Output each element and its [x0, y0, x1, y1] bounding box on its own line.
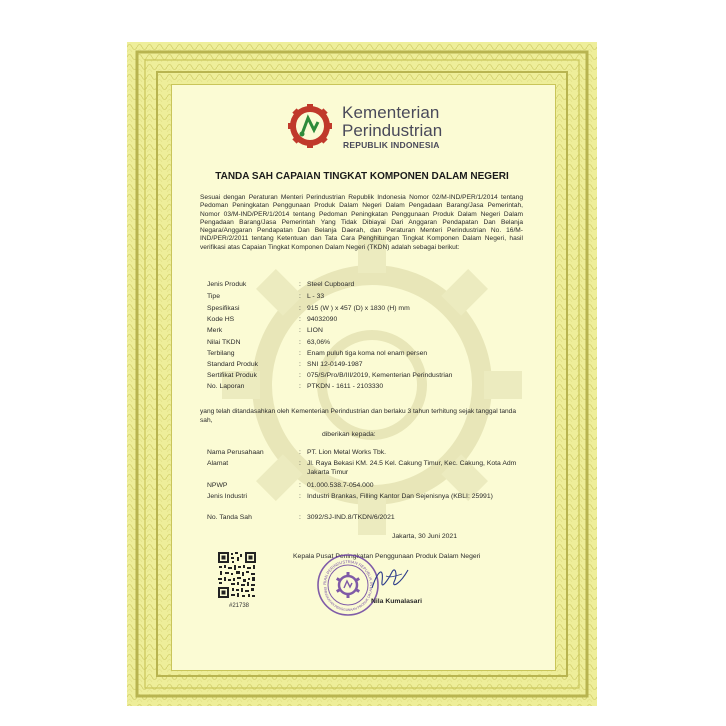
- signatory-name: Nila Kumalasari: [371, 598, 422, 605]
- product-label: Spesifikasi: [207, 305, 240, 312]
- product-label: Jenis Produk: [207, 281, 247, 288]
- company-value: 3092/SJ-IND.8/TKDN/6/2021: [307, 514, 395, 521]
- colon: :: [299, 460, 301, 467]
- colon: :: [299, 305, 301, 312]
- company-value: Jl. Raya Bekasi KM. 24.5 Kel. Cakung Timur, Kec. Cakung, Kota Adm Jakarta Timur: [307, 460, 517, 476]
- product-label: Nilai TKDN: [207, 339, 241, 346]
- colon: :: [299, 293, 301, 300]
- qr-number: #21738: [229, 603, 250, 609]
- colon: :: [299, 339, 301, 346]
- product-label: No. Laporan: [207, 383, 245, 390]
- stamp-center-text: ENINGKATAN PENGGUNAAN PRODUK DALAM: [322, 586, 374, 613]
- place-date: Jakarta, 30 Juni 2021: [392, 533, 457, 540]
- qr-code-icon[interactable]: [217, 551, 257, 599]
- product-value: SNI 12-0149-1987: [307, 361, 363, 368]
- logo-text-line3: REPUBLIK INDONESIA: [343, 140, 440, 150]
- colon: :: [299, 361, 301, 368]
- product-value: Steel Cupboard: [307, 281, 355, 288]
- product-label: Merk: [207, 327, 223, 334]
- product-label: Standard Produk: [207, 361, 259, 368]
- colon: :: [299, 482, 301, 489]
- colon: :: [299, 383, 301, 390]
- company-label: NPWP: [207, 482, 228, 489]
- product-value: L - 33: [307, 293, 325, 300]
- kemenperin-logo-icon: [288, 104, 340, 148]
- colon: :: [299, 327, 301, 334]
- company-value: 01.000.538.7-054.000: [307, 482, 374, 489]
- product-value: 915 (W ) x 457 (D) x 1830 (H) mm: [307, 305, 410, 312]
- product-value: PTKDN - 1611 - 2103330: [307, 383, 384, 390]
- logo-text-line2: Perindustrian: [342, 121, 443, 140]
- logo-text-line1: Kementerian: [342, 103, 440, 122]
- product-value: Enam puluh tiga koma nol enam persen: [307, 350, 428, 357]
- product-value: LION: [307, 327, 323, 334]
- product-value: 94032090: [307, 316, 338, 323]
- intro-paragraph: Sesuai dengan Peraturan Menteri Perindustrian Republik Indonesia Nomor 02/M-IND/PER/1/2014 tentang Pedoman Peningkatan Penggunaan Produk Dalam Negeri Dalam Pengadaan Barang/Jasa Pemerintah, Nomor 03/M-IND/PER/1/2014 tentang Pedoman Peningkatan Penggunaan Produk Dalam Negeri Dalam Pengadaan Barang/Jasa Pemerintah Yang Tidak Dibiayai Dari Anggaran Pendapatan Dan Belanja Negara/Anggaran Pendapatan Dan Belanja Daerah, dan Peraturan Menteri Perindustrian No. 16/M-IND/PER/2/2011 tentang Ketentuan dan Tata Cara Penghitungan Tingkat Komponen Dalam Negeri, hasil verifikasi atas Capaian Tingkat Komponen Dalam Negeri (TKDN) adalah sebagai berikut:: [200, 194, 523, 251]
- company-label: Alamat: [207, 460, 229, 467]
- product-label: Kode HS: [207, 316, 235, 323]
- product-label: Sertifikat Produk: [207, 372, 257, 379]
- product-value: 075/S/Pro/B/III/2019, Kementerian Perindustrian: [307, 372, 453, 379]
- signatory-title: Kepala Pusat Peningkatan Penggunaan Produk Dalam Negeri: [293, 553, 481, 560]
- colon: :: [299, 372, 301, 379]
- company-label: Nama Perusahaan: [207, 449, 264, 456]
- colon: :: [299, 350, 301, 357]
- product-value: 63,06%: [307, 339, 331, 346]
- svg-text:KEMENTERIAN PERINDUSTRIAN REPU: [316, 553, 374, 586]
- stamp-org-text: RIAN PERINDUSTRIAN REPUBLIK IN: [321, 558, 375, 587]
- given-to-label: diberikan kepada:: [322, 431, 376, 438]
- colon: :: [299, 281, 301, 288]
- product-label: Terbilang: [207, 350, 235, 357]
- company-value: Industri Brankas, Filling Kantor Dan Sejenisnya (KBLI: 25991): [307, 493, 493, 500]
- colon: :: [299, 514, 301, 521]
- company-value: PT. Lion Metal Works Tbk.: [307, 449, 387, 456]
- company-label: No. Tanda Sah: [207, 514, 252, 521]
- company-label: Jenis Industri: [207, 493, 248, 500]
- certificate-title: TANDA SAH CAPAIAN TINGKAT KOMPONEN DALAM NEGERI: [215, 171, 509, 182]
- colon: :: [299, 493, 301, 500]
- colon: :: [299, 316, 301, 323]
- product-label: Tipe: [207, 293, 220, 300]
- handwritten-signature: [368, 560, 412, 596]
- validity-paragraph: yang telah ditandasahkan oleh Kementerian Perindustrian dan berlaku 3 tahun terhitung sejak tanggal tanda sah,: [200, 408, 516, 424]
- colon: :: [299, 449, 301, 456]
